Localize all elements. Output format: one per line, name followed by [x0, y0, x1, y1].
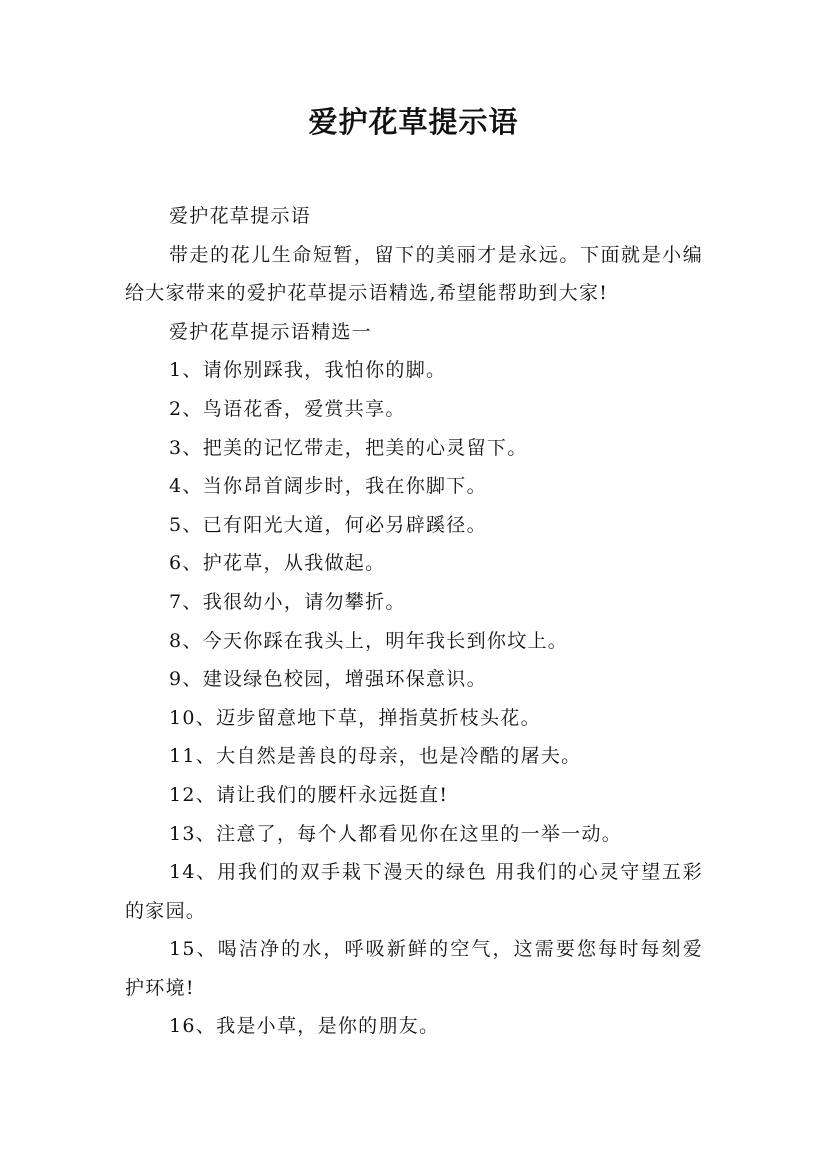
list-item: 12、请让我们的腰杆永远挺直!: [169, 783, 449, 806]
document-body: [125, 197, 703, 1046]
paragraph: 爱护花草提示语: [169, 205, 312, 227]
document-title: 爱护花草提示语: [308, 105, 519, 139]
list-item: 2、鸟语花香，爱赏共享。: [169, 397, 406, 420]
list-item: 11、大自然是善良的母亲，也是冷酷的屠夫。: [169, 745, 582, 768]
list-item: 3、把美的记忆带走，把美的心灵留下。: [169, 436, 528, 459]
list-item: 7、我很幼小，请勿攀折。: [169, 590, 406, 613]
list-item: 14、用我们的双手栽下漫天的绿色 用我们的心灵守望五彩的家园。: [125, 861, 703, 922]
list-item: 8、今天你踩在我头上，明年我长到你坟上。: [169, 629, 569, 652]
paragraph: 爱护花草提示语精选一: [169, 320, 373, 343]
list-item: 16、我是小草，是你的朋友。: [169, 1015, 440, 1038]
paragraph: 带走的花儿生命短暂，留下的美丽才是永远。下面就是小编给大家带来的爱护花草提示语精选,希望能帮助到大家!: [125, 243, 703, 305]
list-item: 10、迈步留意地下草，掸指莫折枝头花。: [169, 706, 541, 729]
list-item: 4、当你昂首阔步时，我在你脚下。: [169, 475, 487, 498]
list-item: 15、喝洁净的水，呼吸新鲜的空气，这需要您每时每刻爱护环境!: [125, 938, 703, 999]
list-item: 1、请你别踩我，我怕你的脚。: [169, 359, 447, 382]
list-item: 6、护花草，从我做起。: [169, 552, 386, 575]
list-item: 13、注意了，每个人都看见你在这里的一举一动。: [169, 822, 623, 845]
list-item: 9、建设绿色校园，增强环保意识。: [169, 668, 487, 691]
list-item: 5、已有阳光大道，何必另辟蹊径。: [169, 513, 487, 536]
